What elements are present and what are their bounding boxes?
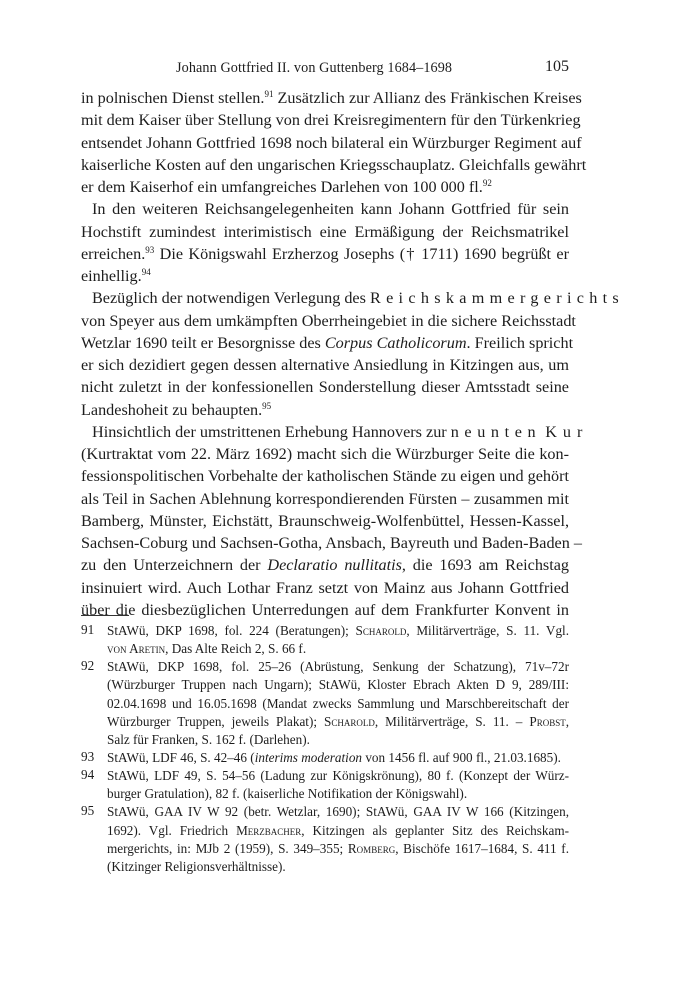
text-line: in polnischen Dienst stellen.$^{91}$ Zusätzlich zur Allianz des Fränkischen Kreises xyxy=(81,89,582,107)
text-line: Landeshoheit zu behaupten.$^{95}$ xyxy=(81,400,272,419)
text-line: fessionspolitischen Vorbehalte der katholischen Stände zu eigen und gehört xyxy=(81,467,569,486)
spaced-term: neunten xyxy=(450,422,542,441)
text-line: Hochstift zumindest interimistisch eine Ermäßigung der Reichsmatrikel xyxy=(81,222,569,241)
text-line: nicht zuletzt in der konfessionellen Sonderstellung dieser Amtsstadt seine xyxy=(81,378,569,397)
text-line: er dem Kaiserhof ein umfangreiches Darlehen von 100 000 fl.$^{92}$ xyxy=(81,178,492,196)
main-text xyxy=(81,87,625,621)
footnote-94: 94 StAWü, LDF 49, S. 54–56 (Ladung zur Königskrönung), 80 f. (Konzept der Würz- burger Gratulation), 82 f. (kaiserliche Notifikation der Königswahl). xyxy=(81,767,569,802)
footnote-95: 95 StAWü, GAA IV W 92 (betr. Wetzlar, 1690); StAWü, GAA IV W 166 (Kitzingen, 1692). Vgl. Friedrich Merzbacher, Kitzingen als geplanter Sitz des Reichskam- mergerichts, in: MJb 2 (1959), S. 349–355; Romberg, Bischöfe 1617–1684, S. 411 f. (Kitzinger Religionsverhältnisse). xyxy=(81,803,570,874)
page-number: 105 xyxy=(545,58,569,75)
footnote-ref[interactable]: 92 xyxy=(482,178,492,188)
author-name: Romberg xyxy=(347,840,396,856)
author-name: Probst xyxy=(529,713,566,729)
text-line: entsendet Johann Gottfried 1698 noch bilateral ein Würzburger Regiment auf xyxy=(81,133,582,152)
text-line: Bezüglich der notwendigen Verlegung des Reichskammergerichts xyxy=(92,289,625,308)
footnote-ref[interactable]: 93 xyxy=(145,244,155,255)
text-line: kaiserliche Kosten auf den ungarischen Kriegsschauplatz. Gleichfalls gewährt xyxy=(81,155,587,174)
text-line: Wetzlar 1690 teilt er Besorgnisse des Corpus Catholicorum. Freilich spricht xyxy=(81,333,574,352)
text-line: insinuiert wird. Auch Lothar Franz setzt von Mainz aus Johann Gottfried xyxy=(81,578,569,597)
footnote-91: 91 StAWü, DKP 1698, fol. 224 (Beratungen); Scharold, Militärverträge, S. 11. Vgl. von Aretin, Das Alte Reich 2, S. 66 f. xyxy=(81,622,569,657)
footnote-divider xyxy=(81,615,129,616)
italic-term: Corpus Catholicorum xyxy=(324,333,467,352)
text-line: In den weiteren Reichsangelegenheiten kann Johann Gottfried für sein xyxy=(92,200,569,219)
text-line: von Speyer aus dem umkämpften Oberrheingebiet in die sichere Reichsstadt xyxy=(81,311,576,330)
footnote-number: 93 xyxy=(81,748,95,764)
text-line: erreichen.$^{93}$ Die Königswahl Erzherzog Josephs († 1711) 1690 begrüßt er xyxy=(81,244,569,263)
footnote-92: 92 StAWü, DKP 1698, fol. 25–26 (Abrüstung, Senkung der Schatzung), 71v–72r (Würzburger Truppen nach Ungarn); StAWü, Kloster Ebrach Akten D 9, 289/III: 02.04.1698 und 16.05.1698 (Mandat zwecks Sammlung und Marschbereitschaft der Würzburger Truppen, jeweils Plakat); Scharold, Militärverträge, S. 11. – Probst, Salz für Franken, S. 162 f. (Darlehen). xyxy=(81,658,570,747)
author-name: Scharold xyxy=(324,713,375,729)
spaced-term: Kur xyxy=(545,422,589,441)
text-line: als Teil in Sachen Ablehnung korrespondierenden Fürsten – zusammen mit xyxy=(81,489,569,508)
text-line: Bamberg, Münster, Eichstätt, Braunschweig-Wolfenbüttel, Hessen-Kassel, xyxy=(81,511,569,530)
text-line: über die diesbezüglichen Unterredungen auf dem Frankfurter Konvent in xyxy=(81,600,569,619)
text-line: (Kurtraktat vom 22. März 1692) macht sich die Würzburger Seite die kon- xyxy=(81,445,569,463)
author-name: Merzbacher xyxy=(236,822,302,838)
footnote-ref[interactable]: 94 xyxy=(141,267,151,277)
footnote-ref[interactable]: 91 xyxy=(264,89,274,99)
footnote-number: 92 xyxy=(81,658,95,674)
author-name: Scharold xyxy=(355,623,407,638)
italic-term: Declaratio nullitatis xyxy=(267,556,402,575)
text-line: er sich dezidiert gegen dessen alternative Ansiedlung in Kitzingen aus, um xyxy=(81,356,569,374)
footnote-number: 91 xyxy=(81,622,95,637)
running-title: Johann Gottfried II. von Guttenberg 1684–1698 xyxy=(176,60,453,76)
footnote-number: 94 xyxy=(81,767,95,783)
running-header xyxy=(81,60,569,82)
text-line: Sachsen-Coburg und Sachsen-Gotha, Ansbach, Bayreuth und Baden-Baden – xyxy=(81,534,582,552)
italic-term: interims moderation xyxy=(254,749,363,765)
footnote-ref[interactable]: 95 xyxy=(262,400,272,411)
spaced-term: Reichskammergerichts xyxy=(369,289,625,308)
footnotes xyxy=(81,622,569,876)
footnote-93: 93 StAWü, LDF 46, S. 42–46 (interims moderation von 1456 fl. auf 900 fl., 21.03.1685). xyxy=(81,748,561,765)
text-line: Hinsichtlich der umstrittenen Erhebung Hannovers zur neunten Kur xyxy=(92,422,589,441)
text-line: mit dem Kaiser über Stellung von drei Kreisregimentern für den Türkenkrieg xyxy=(81,111,581,130)
author-name: von Aretin xyxy=(107,641,166,657)
text-line: einhellig.$^{94}$ xyxy=(81,267,151,285)
footnote-number: 95 xyxy=(81,803,95,819)
text-line: zu den Unterzeichnern der Declaratio nullitatis, die 1693 am Reichstag xyxy=(81,556,569,575)
